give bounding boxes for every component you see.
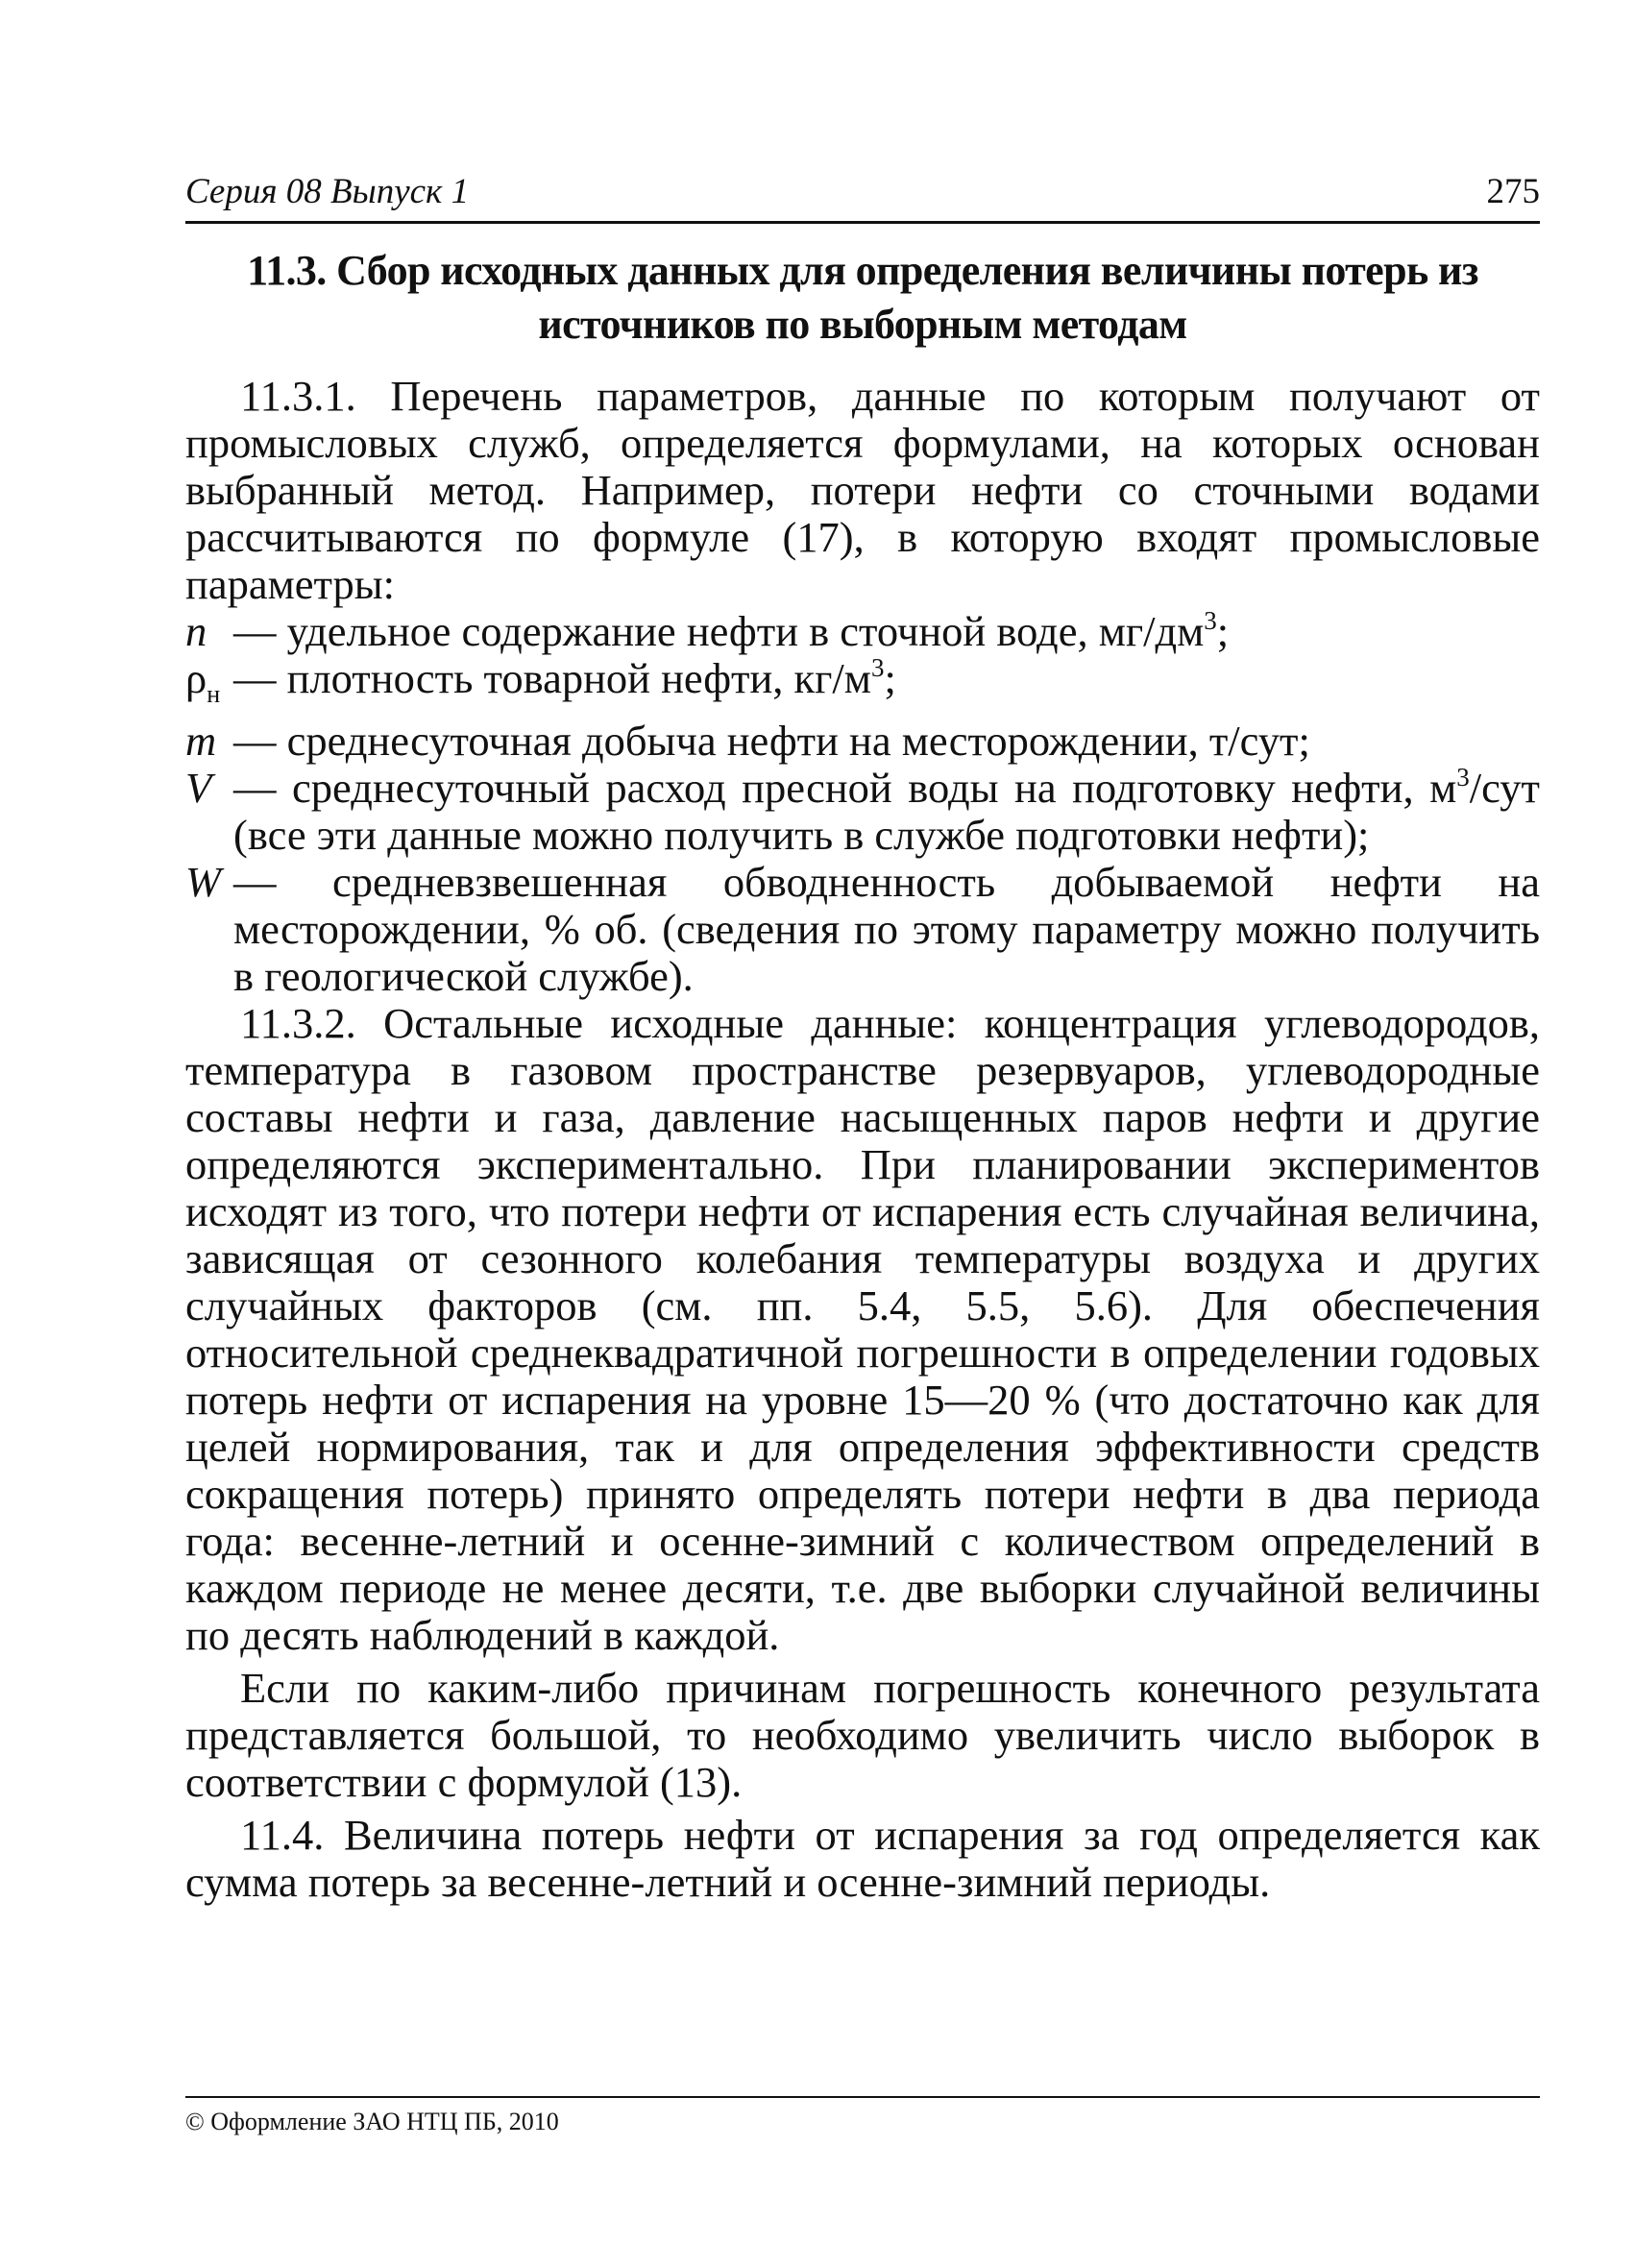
document-body	[185, 373, 1540, 1906]
param-description: — среднесуточная добыча нефти на месторождении, т/сут;	[233, 717, 1310, 765]
param-description: — плотность товарной нефти, $кг/м^3$;	[233, 653, 896, 702]
parameter-list	[185, 608, 1540, 1000]
copyright-notice: © Оформление ЗАО НТЦ ПБ, 2010	[185, 2108, 559, 2135]
param-item-m	[185, 718, 1540, 765]
section-title-line-1: 11.3. Сбор исходных данных для определения величины потерь из	[247, 247, 1478, 294]
param-symbol: $\rho_н$	[185, 654, 221, 708]
param-description: — среднесуточный расход пресной воды на подготовку нефти, $м^3$/сут (все эти данные можно получить в службе подготовки нефти);	[233, 763, 1540, 859]
param-description: — средневзвешенная обводненность добываемой нефти на месторождении, % об. (сведения по этому параметру можно получить в геологической службе).	[233, 858, 1540, 1000]
section-title	[185, 244, 1540, 352]
param-item-w	[185, 859, 1540, 1000]
paragraph-error-note: Если по каким-либо причинам погрешность конечного результата представляется большой, то необходимо увеличить число выборок в соответствии с формулой (13).	[185, 1664, 1540, 1806]
param-item-n	[185, 608, 1540, 655]
section-title-line-2: источников по выборным методам	[538, 301, 1187, 348]
param-symbol: m	[185, 717, 217, 765]
param-item-v	[185, 765, 1540, 859]
page-number: 275	[1486, 172, 1540, 211]
series-label: Серия 08 Выпуск 1	[185, 172, 470, 211]
param-item-rho	[185, 655, 1540, 718]
param-description: — удельное содержание нефти в сточной воде, $мг/дм^3$;	[233, 606, 1230, 655]
param-symbol: V	[185, 764, 212, 812]
param-symbol: W	[185, 858, 222, 906]
paragraph-11-3-1: 11.3.1. Перечень параметров, данные по которым получают от промысловых служб, определяется формулами, на которых основан выбранный метод. Например, потери нефти со сточными водами рассчитываются по формуле (17), в которую входят промысловые параметры:	[185, 372, 1540, 608]
page-footer	[185, 2096, 1540, 2136]
paragraph-11-4: 11.4. Величина потерь нефти от испарения за год определяется как сумма потерь за весенне-летний и осенне-зимний периоды.	[185, 1811, 1540, 1906]
param-symbol: n	[185, 607, 207, 655]
paragraph-11-3-2: 11.3.2. Остальные исходные данные: концентрация углеводородов, температура в газовом пространстве резервуаров, углеводородные составы нефти и газа, давление насыщенных паров нефти и другие определяются экспериментально. При планировании экспериментов исходят из того, что потери нефти от испарения есть случайная величина, зависящая от сезонного колебания температуры воздуха и других случайных факторов (см. пп. 5.4, 5.5, 5.6). Для обеспечения относительной среднеквадратичной погрешности в определении годовых потерь нефти от испарения на уровне 15—20 % (что достаточно как для целей нормирования, так и для определения эффективности средств сокращения потерь) принято определять потери нефти в два периода года: весенне-летний и осенне-зимний с количеством определений в каждом периоде не менее десяти, т.е. две выборки случайной величины по десять наблюдений в каждой.	[185, 999, 1540, 1659]
page-header	[185, 167, 1540, 224]
